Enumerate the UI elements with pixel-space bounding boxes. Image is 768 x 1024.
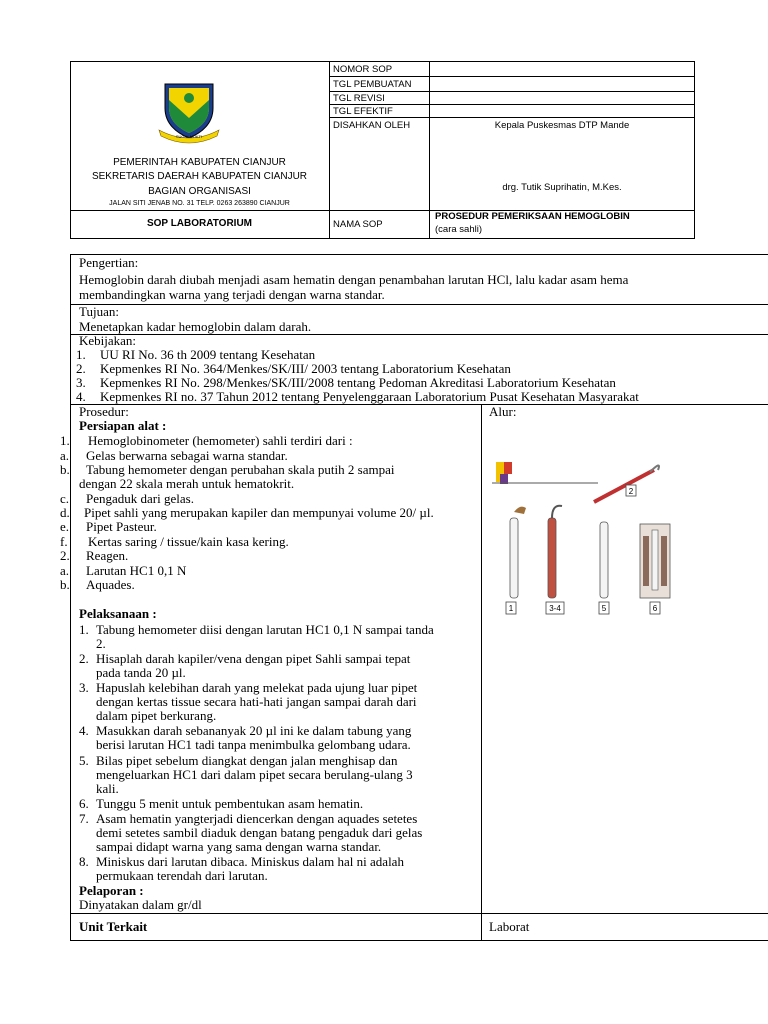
item-text: Pipet Pasteur.	[86, 519, 157, 534]
persiapan-item	[60, 577, 135, 592]
fig-label-1: 1	[508, 604, 514, 613]
kebijakan-label: Kebijakan:	[79, 333, 137, 348]
org-address: JALAN SITI JENAB NO. 31 TELP. 0263 263890 CIANJUR	[109, 200, 290, 207]
kebijakan-item	[76, 347, 316, 362]
step-line: Asam hematin yangterjadi diencerkan dengan aquades setetes	[96, 811, 418, 826]
item-text: UU RI No. 36 th 2009 tentang Kesehatan	[100, 347, 316, 362]
org-line-2: SEKRETARIS DAERAH KABUPATEN CIANJUR	[91, 171, 308, 182]
disahkan-value: Kepala Puskesmas DTP Mande	[494, 120, 630, 131]
item-number: 2.	[60, 548, 70, 563]
step-line: berisi larutan HC1 tadi tanpa menimbulka gelombang udara.	[96, 737, 411, 752]
persiapan-item	[60, 505, 434, 520]
item-text: Pipet sahli yang merupakan kapiler dan mempunyai volume 20/ µl.	[84, 505, 434, 520]
step-item	[79, 854, 474, 883]
item-text: Aquades.	[86, 577, 135, 592]
body-row-line	[70, 404, 768, 405]
label-nomor-sop: NOMOR SOP	[333, 64, 393, 75]
step-line: 2.	[96, 636, 106, 651]
tujuan-label: Tujuan:	[79, 304, 119, 319]
org-line-3: BAGIAN ORGANISASI	[148, 186, 251, 197]
body-left-border	[70, 254, 71, 940]
item-text: Pengaduk dari gelas.	[86, 491, 194, 506]
header-row-line	[329, 104, 695, 105]
fig-label-5: 5	[601, 604, 607, 613]
org-line-1: PEMERINTAH KABUPATEN CIANJUR	[113, 157, 286, 168]
step-line: mengeluarkan HC1 dari dalam pipet secara berulang-ulang 3	[96, 767, 413, 782]
item-number: 1.	[76, 347, 86, 362]
persiapan-item	[60, 433, 353, 448]
label-tgl-revisi: TGL REVISI	[333, 93, 385, 104]
header-divider	[329, 61, 330, 239]
item-number: 3.	[76, 375, 86, 390]
persiapan-item	[60, 534, 289, 549]
step-number: 6.	[79, 796, 89, 811]
cianjur-logo	[155, 78, 223, 144]
kebijakan-item	[76, 361, 511, 376]
step-line: dengan kertas tissue secara hati-hati jangan sampai darah dari	[96, 694, 417, 709]
item-number: d.	[60, 505, 70, 520]
item-text: Kepmenkes RI No. 364/Menkes/SK/III/ 2003 tentang Laboratorium Kesehatan	[100, 361, 511, 376]
body-row-line	[70, 304, 768, 305]
body-row-line	[70, 940, 768, 941]
step-item	[79, 651, 474, 680]
pengertian-line-2: membandingkan warna yang terjadi dengan warna standar.	[79, 287, 385, 302]
step-number: 7.	[79, 811, 89, 826]
step-item	[79, 797, 474, 811]
step-item	[79, 723, 474, 752]
step-number: 1.	[79, 622, 89, 637]
persiapan-item	[60, 548, 129, 563]
step-line: Tabung hemometer diisi dengan larutan HC1 0,1 N sampai tanda	[96, 622, 434, 637]
signatory-name: drg. Tutik Suprihatin, M.Kes.	[502, 182, 622, 193]
step-number: 4.	[79, 723, 89, 738]
item-number: a.	[60, 448, 70, 463]
item-text: Tabung hemometer dengan perubahan skala putih 2 sampai	[86, 462, 395, 477]
kebijakan-item	[76, 375, 616, 390]
hemometer-tube-3-4	[548, 518, 556, 598]
step-line: pada tanda 20 µl.	[96, 665, 186, 680]
fig-label-3-4: 3-4	[549, 604, 561, 613]
label-nama-sop: NAMA SOP	[333, 219, 383, 230]
header-row-line	[329, 117, 695, 118]
item-text: Hemoglobinometer (hemometer) sahli terdiri dari :	[88, 433, 353, 448]
label-tgl-efektif: TGL EFEKTIF	[333, 106, 393, 117]
persiapan-item	[60, 448, 288, 463]
step-line: Bilas pipet sebelum diangkat dengan jalan menghisap dan	[96, 753, 398, 768]
persiapan-item	[60, 491, 194, 506]
item-number: f.	[60, 534, 68, 549]
unit-terkait-value: Laborat	[489, 919, 530, 934]
alur-label: Alur:	[489, 404, 517, 419]
item-text: Kertas saring / tissue/kain kasa kering.	[88, 534, 289, 549]
persiapan-title: Persiapan alat :	[79, 418, 167, 433]
nama-sop-sub: (cara sahli)	[435, 224, 482, 235]
unit-terkait-label: Unit Terkait	[79, 919, 148, 934]
step-line: Hapuslah kelebihan darah yang melekat pada ujung luar pipet	[96, 680, 418, 695]
fig-label-2: 2	[628, 487, 634, 496]
step-line: Hisaplah darah kapiler/vena dengan pipet Sahli sampai tepat	[96, 651, 411, 666]
step-line: Masukkan darah sebananyak 20 µl ini ke dalam tabung yang	[96, 723, 412, 738]
item-number: a.	[60, 563, 70, 578]
step-item	[79, 753, 474, 796]
hemometer-tube-1	[510, 518, 518, 598]
step-number: 8.	[79, 854, 89, 869]
nama-sop-value: PROSEDUR PEMERIKSAAN HEMOGLOBIN	[435, 211, 630, 222]
kebijakan-item	[76, 389, 639, 404]
step-number: 2.	[79, 651, 89, 666]
hemometer-apparatus-illustration	[490, 450, 690, 622]
label-tgl-pembuatan: TGL PEMBUATAN	[333, 79, 412, 90]
step-line: kali.	[96, 781, 119, 796]
item-number: 4.	[76, 389, 86, 404]
step-item	[79, 680, 474, 723]
item-text: Kepmenkes RI no. 37 Tahun 2012 tentang Penyelenggaraan Laboratorium Pusat Kesehatan Masyarakat	[100, 389, 639, 404]
prosedur-alur-divider	[481, 404, 482, 940]
step-line: Miniskus dari larutan dibaca. Miniskus dalam hal ni adalah	[96, 854, 404, 869]
body-row-line	[70, 334, 768, 335]
logo-motto: SUGIH MUKTI	[175, 134, 203, 139]
step-line: sampai didapt warna yang sama dengan warna standar.	[96, 839, 382, 854]
item-number: e.	[60, 519, 70, 534]
sop-lab-title: SOP LABORATORIUM	[146, 218, 252, 229]
step-number: 3.	[79, 680, 89, 695]
prosedur-label: Prosedur:	[79, 404, 129, 419]
tujuan-text: Menetapkan kadar hemoglobin dalam darah.	[79, 319, 312, 334]
pengertian-label: Pengertian:	[79, 255, 139, 270]
step-line: demi setetes sambil diaduk dengan batang pengaduk dari gelas	[96, 825, 423, 840]
sahli-pipette	[594, 470, 654, 502]
persiapan-item	[60, 563, 187, 578]
step-item	[79, 811, 474, 854]
persiapan-item	[60, 462, 395, 477]
body-row-line	[70, 913, 768, 914]
header-row-line	[329, 76, 695, 77]
header-divider	[429, 61, 430, 239]
pelaksanaan-title: Pelaksanaan :	[79, 606, 157, 621]
item-text: Kepmenkes RI No. 298/Menkes/SK/III/2008 tentang Pedoman Akreditasi Laboratorium Kesehatan	[100, 375, 616, 390]
step-line: permukaan terendah dari larutan.	[96, 868, 268, 883]
pengertian-line-1: Hemoglobin darah diubah menjadi asam hematin dengan penambahan larutan HCl, lalu kadar asam hema	[79, 272, 629, 287]
item-text: Reagen.	[86, 548, 129, 563]
persiapan-item-cont: dengan 22 skala merah untuk hematokrit.	[79, 476, 295, 491]
step-line: dalam pipet berkurang.	[96, 708, 217, 723]
item-number: c.	[60, 491, 70, 506]
item-number: b.	[60, 577, 70, 592]
step-line: Tunggu 5 menit untuk pembentukan asam hematin.	[96, 796, 364, 811]
persiapan-item	[60, 519, 157, 534]
pelaporan-title: Pelaporan :	[79, 883, 144, 898]
step-item	[79, 622, 474, 651]
body-row-line	[70, 254, 768, 255]
hemometer-tube-5	[600, 522, 608, 598]
item-text: Gelas berwarna sebagai warna standar.	[86, 448, 288, 463]
item-text: Larutan HC1 0,1 N	[86, 563, 187, 578]
step-number: 5.	[79, 753, 89, 768]
item-number: 2.	[76, 361, 86, 376]
item-number: b.	[60, 462, 70, 477]
pelaporan-text: Dinyatakan dalam gr/dl	[79, 897, 202, 912]
item-number: 1.	[60, 433, 70, 448]
fig-label-6: 6	[652, 604, 658, 613]
label-disahkan-oleh: DISAHKAN OLEH	[333, 120, 411, 131]
header-row-line	[329, 91, 695, 92]
